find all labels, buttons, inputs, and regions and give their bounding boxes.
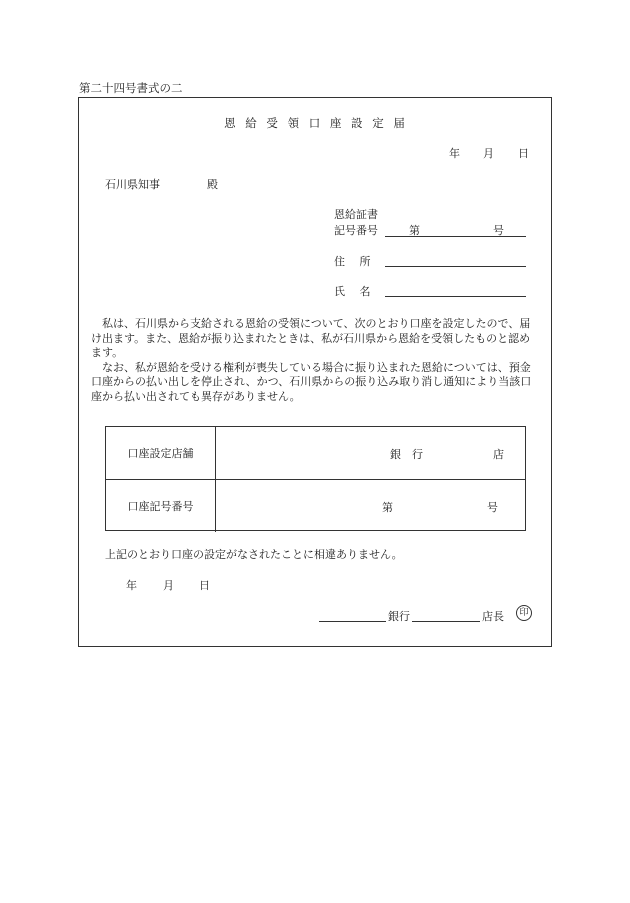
bottom-date-month: 月 <box>163 579 174 592</box>
account-branch-suffix: 店 <box>493 448 504 461</box>
account-branch-label: 口座設定店舗 <box>106 427 216 479</box>
account-bank-label: 銀 行 <box>390 448 423 461</box>
branch-manager-label: 店長 <box>482 610 504 623</box>
pension-cert-number-field[interactable] <box>385 236 526 237</box>
account-row-branch <box>106 427 525 479</box>
addressee-honorific: 殿 <box>207 178 218 191</box>
pension-cert-prefix: 第 <box>409 224 420 237</box>
body-paragraph-1: 私は、石川県から支給される恩給の受領について、次のとおり口座を設定したので、届け出ます。また、恩給が振り込まれたときは、私が石川県から恩給を受領したものと認めます。 <box>91 317 531 359</box>
pension-cert-label-2: 記号番号 <box>334 224 378 237</box>
date-day-label: 日 <box>518 147 529 160</box>
addressee-name: 石川県知事 <box>105 178 160 191</box>
form-frame <box>78 97 552 647</box>
body-paragraph-2: なお、私が恩給を受ける権利が喪失している場合に振り込まれた恩給については、預金口座からの払い出しを停止され、かつ、石川県からの振り込み取り消し通知により当該口座から払い出されても異存がありません。 <box>91 360 532 403</box>
confirmation-text: 上記のとおり口座の設定がなされたことに相違ありません。 <box>105 548 403 561</box>
address-field[interactable] <box>385 266 526 267</box>
account-row-number <box>106 479 525 532</box>
branch-name-field[interactable] <box>412 621 480 622</box>
account-number-suffix: 号 <box>487 501 498 514</box>
date-year-label: 年 <box>449 147 460 160</box>
bottom-date-day: 日 <box>199 579 210 592</box>
account-number-label: 口座記号番号 <box>106 480 216 532</box>
account-number-prefix: 第 <box>382 501 393 514</box>
address-label: 住 所 <box>334 255 371 268</box>
date-month-label: 月 <box>483 147 494 160</box>
body-text <box>91 317 541 404</box>
bottom-date-year: 年 <box>126 579 137 592</box>
seal-mark: 印 <box>516 605 532 621</box>
pension-cert-suffix: 号 <box>493 224 504 237</box>
bank-name-field[interactable] <box>319 621 386 622</box>
form-title: 恩 給 受 領 口 座 設 定 届 <box>224 116 408 130</box>
bank-label: 銀行 <box>388 610 410 623</box>
form-number: 第二十四号書式の二 <box>79 81 183 95</box>
name-label: 氏 名 <box>334 285 371 298</box>
name-field[interactable] <box>385 296 526 297</box>
pension-cert-label-1: 恩給証書 <box>334 208 378 221</box>
account-table <box>105 426 526 531</box>
